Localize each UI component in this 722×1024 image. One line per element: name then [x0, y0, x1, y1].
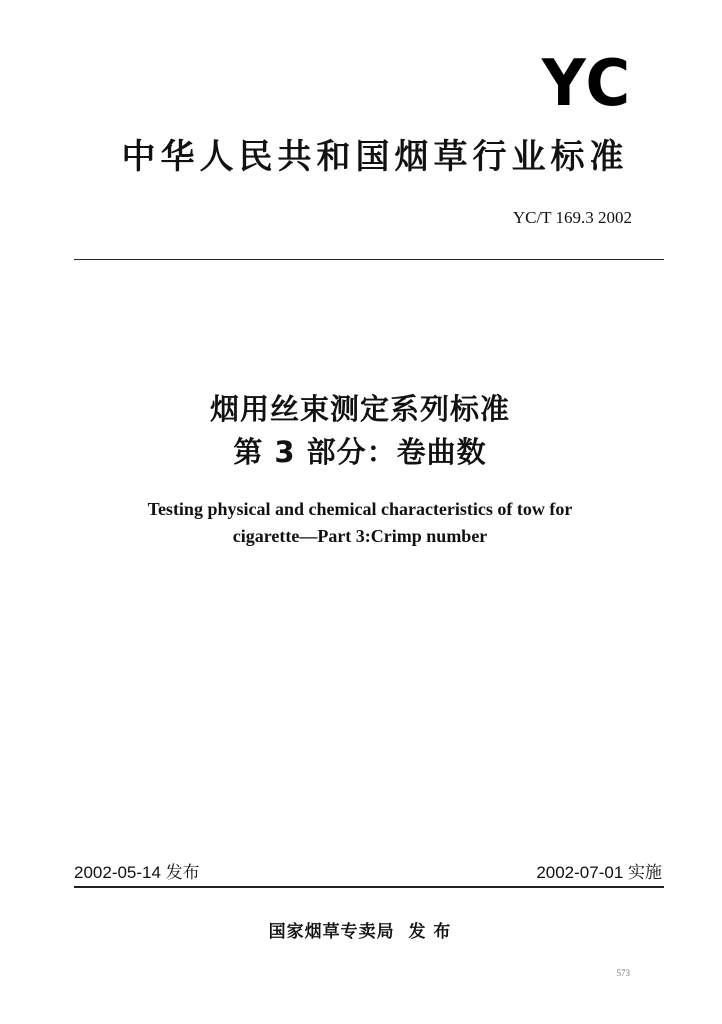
header-divider: [74, 259, 664, 260]
chinese-title-line-1: 烟用丝束测定系列标准: [209, 392, 510, 426]
english-title-line-2: cigarette—Part 3:Crimp number: [232, 526, 488, 546]
standard-code: YC/T 169.3 2002: [512, 208, 632, 227]
page-number: 573: [616, 968, 630, 978]
publisher: 国家烟草专卖局 发 布: [268, 922, 452, 942]
chinese-title-line-2: 第 3 部分：卷曲数: [233, 435, 487, 469]
english-title-line-1: Testing physical and chemical characteristics of tow for: [147, 499, 573, 519]
footer-divider: [74, 886, 664, 888]
yc-logo: YC: [541, 47, 632, 121]
implementation-date: 2002-07-01 实施: [536, 863, 662, 882]
standard-title: 中华人民共和国烟草行业标准: [121, 137, 629, 177]
issue-date: 2002-05-14 发布: [74, 863, 200, 882]
